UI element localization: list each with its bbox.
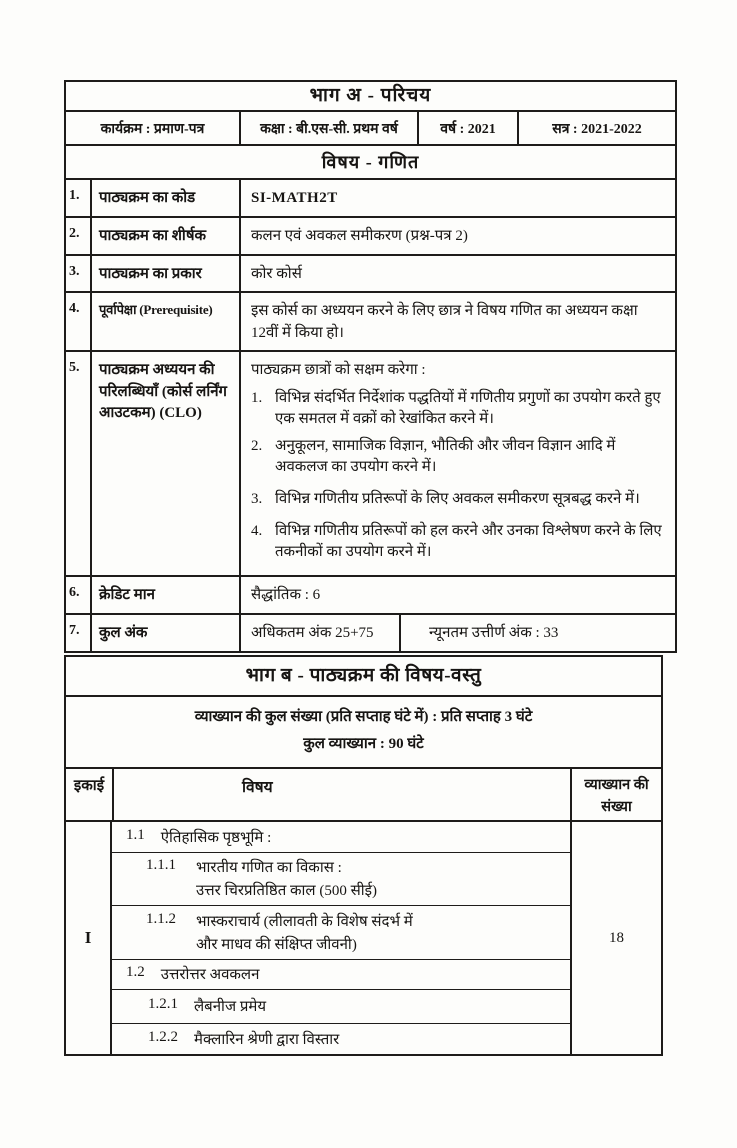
clo-intro: पाठ्यक्रम छात्रों को सक्षम करेगा :: [251, 361, 426, 378]
clo-item-text: विभिन्न गणितीय प्रतिरूपों को हल करने और उनका विश्लेषण करने के लिए तकनीकों का उपयोग करने में।: [275, 523, 662, 561]
col-header-topic: विषय: [112, 769, 570, 820]
topic-code: 1.2: [126, 964, 145, 980]
min-pass-marks: न्यूनतम उत्तीर्ण अंक : 33: [399, 615, 675, 651]
unit-cell: I: [66, 822, 112, 1054]
topic-code: 1.2.1: [148, 996, 178, 1012]
row-number: 5.: [69, 359, 80, 375]
row-value: इस कोर्स का अध्ययन करने के लिए छात्र ने विषय गणित का अध्ययन कक्षा 12वीं में किया हो।: [239, 293, 675, 350]
lecture-info-line-1: व्याख्यान की कुल संख्या (प्रति सप्ताह घंटे में) : प्रति सप्ताह 3 घंटे: [194, 709, 533, 725]
clo-item-text: विभिन्न संदर्भित निर्देशांक पद्धतियों में गणितीय प्रगुणों का उपयोग करते हुए एक समतल में वक्रों को रेखांकित करने में।: [275, 390, 661, 428]
clo-item: [251, 436, 667, 478]
topic-text: भास्कराचार्य (लीलावती के विशेष संदर्भ में और माधव की संक्षिप्त जीवनी): [196, 914, 413, 953]
max-marks: अधिकतम अंक 25+75: [251, 625, 374, 642]
row-number: 1.: [69, 188, 80, 203]
meta-session-cell: सत्र : 2021-2022: [517, 112, 675, 144]
topic-row-1-2-2: [112, 1023, 570, 1054]
col-header-unit: इकाई: [73, 778, 105, 794]
part-a-meta-row: [66, 110, 675, 144]
topic-code: 1.1.1: [146, 857, 176, 873]
row-label: क्रेडिट मान: [90, 577, 239, 613]
row-number: 3.: [69, 263, 80, 279]
clo-item-text: विभिन्न गणितीय प्रतिरूपों के लिए अवकल समीकरण सूत्रबद्ध करने में।: [275, 491, 640, 508]
clo-item-number: 4.: [251, 523, 263, 540]
row-number: 4.: [69, 301, 80, 317]
lecture-info-line-2: कुल व्याख्यान : 90 घंटे: [303, 736, 424, 752]
row-value: कोर कोर्स: [239, 256, 675, 292]
row-value: सैद्धांतिक : 6: [239, 577, 675, 613]
clo-item: [251, 388, 667, 430]
part-b-table: [64, 655, 663, 1056]
row-number: 2.: [69, 225, 80, 241]
subject-title: विषय - गणित: [66, 144, 675, 178]
topic-code: 1.1.2: [146, 911, 176, 927]
topic-text: लैबनीज प्रमेय: [194, 999, 267, 1015]
table-row-course-code: [66, 178, 675, 216]
topic-row-1-2-1: [112, 989, 570, 1023]
topic-text: भारतीय गणित का विकास : उत्तर चिरप्रतिष्ठित काल (500 सीई): [196, 860, 377, 899]
topic-row-1-1: [112, 822, 570, 852]
row-label: पूर्वापेक्षा (Prerequisite): [90, 293, 239, 350]
table-row-total-marks: [66, 613, 675, 651]
topic-code: 1.1: [126, 827, 145, 843]
topic-text: मैक्लारिन श्रेणी द्वारा विस्तार: [194, 1032, 340, 1048]
marks-value-cell: [239, 615, 675, 651]
table-row-credit: [66, 575, 675, 613]
row-label: पाठ्यक्रम का कोड: [90, 180, 239, 216]
topic-text: ऐतिहासिक पृष्ठभूमि :: [160, 830, 272, 846]
col-header-lectures: व्याख्यान की संख्या: [570, 769, 661, 820]
part-a-table: [64, 80, 677, 653]
clo-item-number: 1.: [251, 390, 263, 407]
row-label: पाठ्यक्रम का शीर्षक: [90, 218, 239, 254]
table-row-prerequisite: [66, 291, 675, 350]
meta-year-cell: वर्ष : 2021: [417, 112, 517, 144]
topic-text: उत्तरोत्तर अवकलन: [160, 967, 260, 983]
table-row-clo: [66, 350, 675, 576]
meta-class-cell: कक्षा : बी.एस-सी. प्रथम वर्ष: [239, 112, 417, 144]
row-number: 6.: [69, 585, 80, 601]
lecture-count-cell: 18: [570, 822, 661, 1054]
clo-item-text: अनुकूलन, सामाजिक विज्ञान, भौतिकी और जीवन विज्ञान आदि में अवकलज का उपयोग करने में।: [275, 438, 616, 476]
table-row-course-type: [66, 254, 675, 292]
clo-item: [251, 521, 667, 563]
row-label: पाठ्यक्रम अध्ययन की परिलब्धियाँ (कोर्स लर्निंग आउटकम) (CLO): [90, 352, 239, 576]
topic-code: 1.2.2: [148, 1029, 178, 1045]
meta-program-cell: कार्यक्रम : प्रमाण-पत्र: [100, 122, 205, 137]
clo-item-number: 2.: [251, 438, 263, 455]
row-label: पाठ्यक्रम का प्रकार: [90, 256, 239, 292]
content-table-header: [66, 767, 661, 820]
row-value: SI-MATH2T: [239, 180, 675, 216]
topic-row-1-1-2: [112, 905, 570, 959]
table-row-course-title: [66, 216, 675, 254]
topic-row-1-1-1: [112, 852, 570, 905]
row-label: कुल अंक: [90, 615, 239, 651]
clo-value-cell: [239, 352, 675, 576]
content-table-body: [66, 820, 661, 1054]
topic-row-1-2: [112, 959, 570, 989]
row-value: कलन एवं अवकल समीकरण (प्रश्न-पत्र 2): [239, 218, 675, 254]
clo-item-number: 3.: [251, 491, 263, 508]
part-a-title: भाग अ - परिचय: [309, 85, 432, 106]
part-b-title: भाग ब - पाठ्यक्रम की विषय-वस्तु: [245, 665, 482, 686]
clo-item: [251, 489, 667, 510]
lecture-info-block: [66, 695, 661, 767]
row-number: 7.: [69, 623, 80, 639]
